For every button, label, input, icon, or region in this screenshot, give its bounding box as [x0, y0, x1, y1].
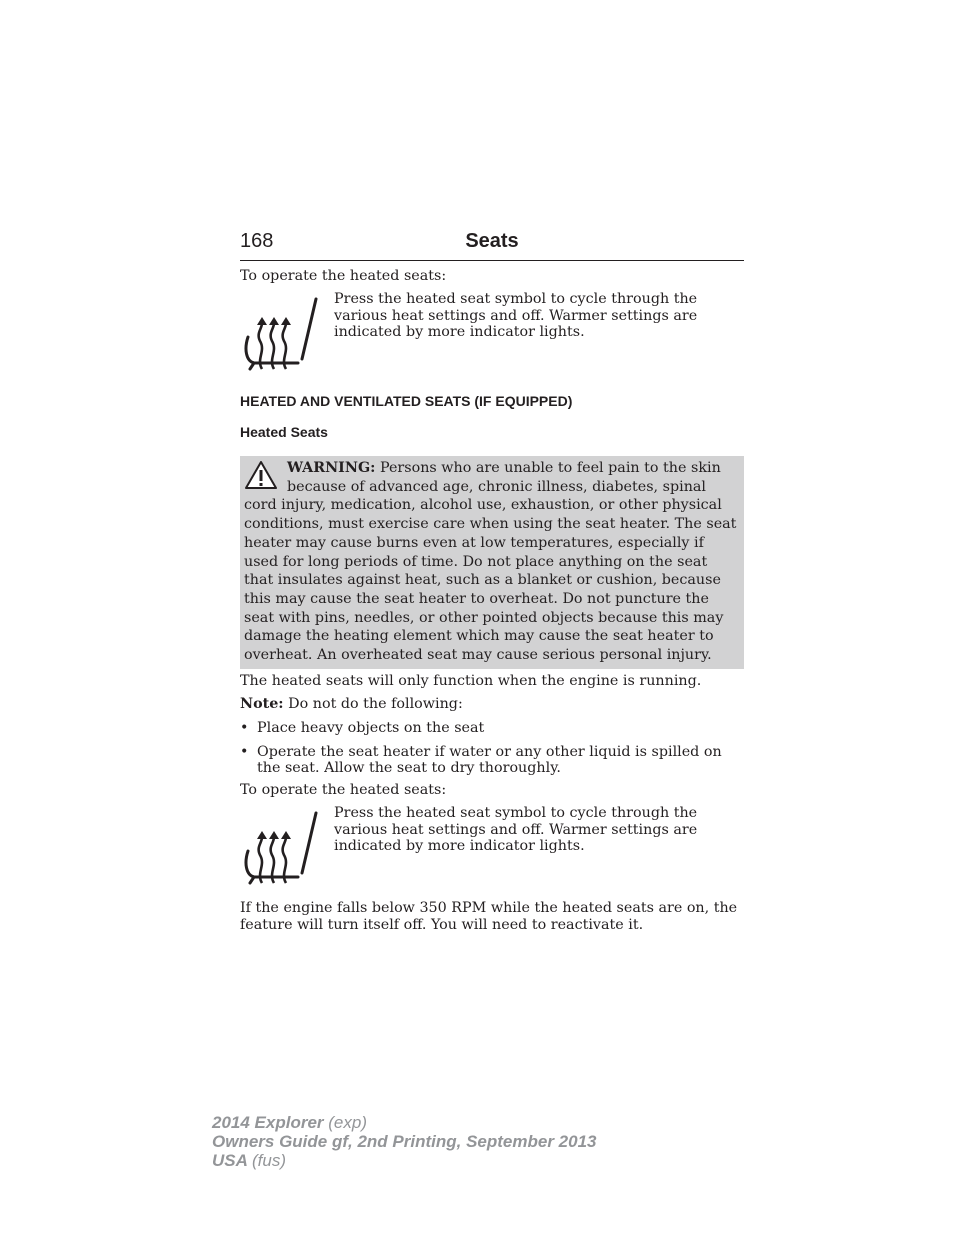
- sub-heading: Heated Seats: [240, 424, 328, 440]
- warning-text: [244, 459, 740, 665]
- footer-model: 2014 Explorer: [212, 1113, 324, 1132]
- list-item-text: Operate the seat heater if water or any other liquid is spilled on the seat. Allow the seat to dry thoroughly.: [257, 743, 722, 776]
- icon-description: Press the heated seat symbol to cycle through the various heat settings and off. Warmer settings are indicated by more indicator lights.: [334, 805, 698, 854]
- rpm-text: If the engine falls below 350 RPM while the heated seats are on, the feature will turn itself off. You will need to reactivate it.: [240, 900, 738, 933]
- engine-running-text: The heated seats will only function when the engine is running.: [240, 673, 702, 689]
- list-item-text: Place heavy objects on the seat: [257, 720, 485, 736]
- footer-line-3: [212, 1151, 596, 1170]
- note-text: Do not do the following:: [288, 696, 463, 712]
- intro-text: To operate the heated seats:: [240, 268, 447, 284]
- list-item: [240, 720, 744, 737]
- warning-label: WARNING:: [287, 460, 376, 476]
- footer-model-code: (exp): [328, 1113, 367, 1132]
- warning-rest: injury, medication, alcohol use, exhaustion, or other physical conditions, must exercise care when using the seat heater. The seat heater may cause burns even at low temperatures, especially if used for long periods of time. Do not place anything on the seat that insulates against heat, such as a blanket or cushion, because this may cause the seat heater to overheat. Do not puncture the seat with pins, needles, or other pointed objects because this may damage the heating element which may cause the seat heater to overheat. An overheated seat may cause serious personal injury.: [244, 497, 737, 664]
- section-heading: HEATED AND VENTILATED SEATS (IF EQUIPPED): [240, 393, 573, 409]
- footer-market-code: (fus): [252, 1151, 286, 1170]
- page-title: Seats: [465, 230, 519, 252]
- warning-line-1: Persons who are unable to feel pain to the skin: [379, 460, 721, 476]
- page-number: 168: [240, 230, 274, 252]
- bullet-list: [240, 720, 744, 784]
- document-footer: [212, 1113, 596, 1170]
- footer-line-2: Owners Guide gf, 2nd Printing, September 2013: [212, 1132, 597, 1151]
- bullet-icon: •: [240, 720, 249, 736]
- note-label: Note:: [240, 696, 284, 712]
- list-item: [240, 744, 744, 777]
- footer-line-1: [212, 1113, 596, 1132]
- icon-description: Press the heated seat symbol to cycle through the various heat settings and off. Warmer settings are indicated by more indicator lights.: [334, 291, 698, 340]
- intro-text-2: To operate the heated seats:: [240, 782, 447, 798]
- heated-seat-icon: [240, 807, 322, 887]
- warning-line-2: because of advanced age, chronic illness, diabetes, spinal cord: [244, 478, 707, 514]
- note-paragraph: [240, 696, 744, 713]
- bullet-icon: •: [240, 743, 249, 760]
- heated-seat-icon: [240, 293, 322, 373]
- heated-seat-instruction-1: [240, 291, 744, 371]
- footer-market: USA: [212, 1151, 248, 1170]
- warning-box: [240, 456, 744, 669]
- page-header: [240, 228, 744, 261]
- heated-seat-instruction-2: [240, 805, 744, 885]
